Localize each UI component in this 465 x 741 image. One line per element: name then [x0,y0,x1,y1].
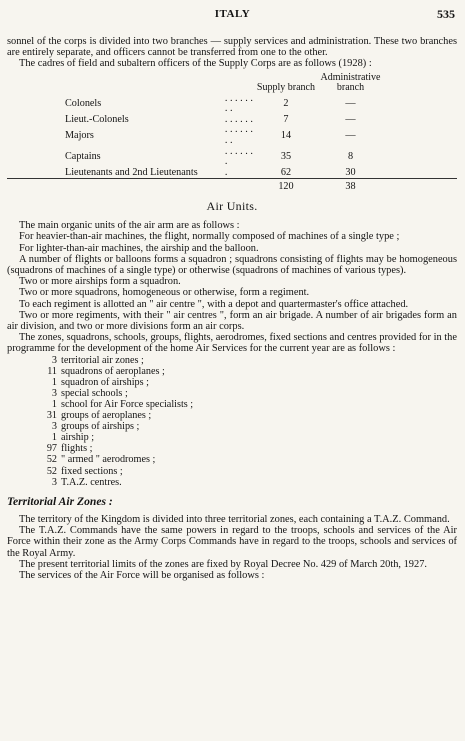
rank-label: Captains [65,150,101,162]
supply-total: 120 [255,179,316,193]
column-header-admin: Administrative branch [320,71,381,93]
list-item [7,466,457,477]
list-count: 1 [51,398,57,410]
list-text: T.A.Z. centres. [61,476,122,488]
running-title: ITALY [214,8,251,20]
supply-value: 35 [280,150,292,162]
supply-value: 2 [283,97,289,109]
admin-value: 8 [347,150,354,162]
list-count: 1 [51,432,57,444]
supply-value: 62 [255,168,316,179]
list-count: 31 [46,410,57,422]
list-count: 3 [51,354,57,366]
list-item [7,454,457,465]
list-text: territorial air zones ; [61,354,144,366]
list-text: squadrons of aeroplanes ; [61,365,165,377]
paragraph: Two or more squadrons, homogeneous or otherwise, form a regiment. [19,287,310,299]
list-count: 3 [51,476,57,488]
list-text: groups of aeroplanes ; [61,410,152,422]
list-item [7,355,457,366]
paragraph: The present territorial limits of the zones are fixed by Royal Decree No. 429 of March 20th, 1927. [19,558,427,570]
paragraph: Two or more airships form a squadron. [19,276,181,288]
paragraph: The main organic units of the air arm are as follows : [19,220,240,232]
list-item [7,377,457,388]
paragraph: The services of the Air Force will be organised as follows : [19,569,265,581]
page-header [0,8,465,24]
paragraph: For lighter-than-air machines, the airship and the balloon. [19,242,259,254]
rank-label: Lieut.-Colonels [65,113,129,125]
rank-label: Lieutenants and 2nd Lieutenants [7,168,225,179]
list-item [7,366,457,377]
list-item [7,410,457,421]
list-count: 11 [47,365,57,377]
paragraph: The zones, squadrons, schools, groups, flights, aerodromes, fixed sections and centres provided for in the programme for the development of the home Air Services for the current year are as follows : [7,332,457,355]
supply-value: 7 [283,113,289,125]
list-count: 3 [51,421,57,433]
list-count: 97 [46,443,57,455]
paragraph: Two or more regiments, with their " air centres ", form an air brigade. A number of air brigades form an air division, and two or more divisions form an air corps. [7,309,457,332]
paragraph-cadres-intro: The cadres of field and subaltern officers of the Supply Corps are as follows (1928) : [19,58,372,70]
list-count: 52 [46,465,57,477]
list-text: fixed sections ; [61,465,123,477]
admin-total: 38 [317,179,385,193]
admin-value: — [345,97,356,109]
list-item [7,477,457,488]
table-row: Colonels . . . . . . . . 2 — [7,94,457,115]
list-count: 52 [46,454,57,466]
list-item [7,388,457,399]
table-row: Lieutenants and 2nd Lieutenants . 62 30 [7,168,457,179]
rank-label: Majors [65,129,94,141]
list-text: squadron of airships ; [61,376,149,388]
list-count: 1 [51,376,57,388]
column-header-supply: Supply branch [256,81,315,93]
supply-corps-cadres-table [7,73,457,193]
list-count: 3 [51,387,57,399]
list-item [7,443,457,454]
list-item [7,399,457,410]
air-units-list [7,355,457,488]
list-text: airship ; [61,432,95,444]
page-number: 535 [437,7,455,21]
paragraph: For heavier-than-air machines, the flight, normally composed of machines of a single type ; [19,231,400,243]
table-row: Majors . . . . . . . . 14 — [7,125,457,146]
list-text: flights ; [61,443,93,455]
section-title-air-units: Air Units. [206,198,258,213]
admin-value: — [345,113,356,125]
list-item [7,421,457,432]
rank-label: Colonels [65,97,102,109]
paragraph: The territory of the Kingdom is divided into three territorial zones, each containing a T.A.Z. Command. [19,513,450,525]
admin-value: 30 [317,168,385,179]
paragraph: To each regiment is allotted an " air centre ", with a depot and quartermaster's office attached. [19,298,409,310]
table-total-row [7,179,457,193]
list-item [7,432,457,443]
admin-value: — [345,129,356,141]
supply-value: 14 [280,129,292,141]
paragraph-continuation: sonnel of the corps is divided into two branches — supply services and administration. These two branches are entirely separate, and officers cannot be transferred from one to the other. [7,36,457,59]
paragraph: A number of flights or balloons forms a squadron ; squadrons consisting of flights may be homogeneous (squadrons of machines of a single type) or otherwise (squadrons of machines of various types). [7,253,457,276]
list-text: " armed " aerodromes ; [61,454,156,466]
list-text: groups of airships ; [61,421,140,433]
list-text: school for Air Force specialists ; [61,398,194,410]
subheading-territorial-air-zones: Territorial Air Zones : [7,494,113,508]
list-text: special schools ; [61,387,128,399]
page-content [7,36,457,581]
paragraph: The T.A.Z. Commands have the same powers in regard to the troops, schools and services of the Air Force within their zone as the Army Corps Commands have in regard to the troops, schools and services of the Royal Army. [7,525,457,559]
table-row: Lieut.-Colonels . . . . . . 7 — [7,115,457,126]
table-row: Captains . . . . . . . 35 8 [7,147,457,168]
